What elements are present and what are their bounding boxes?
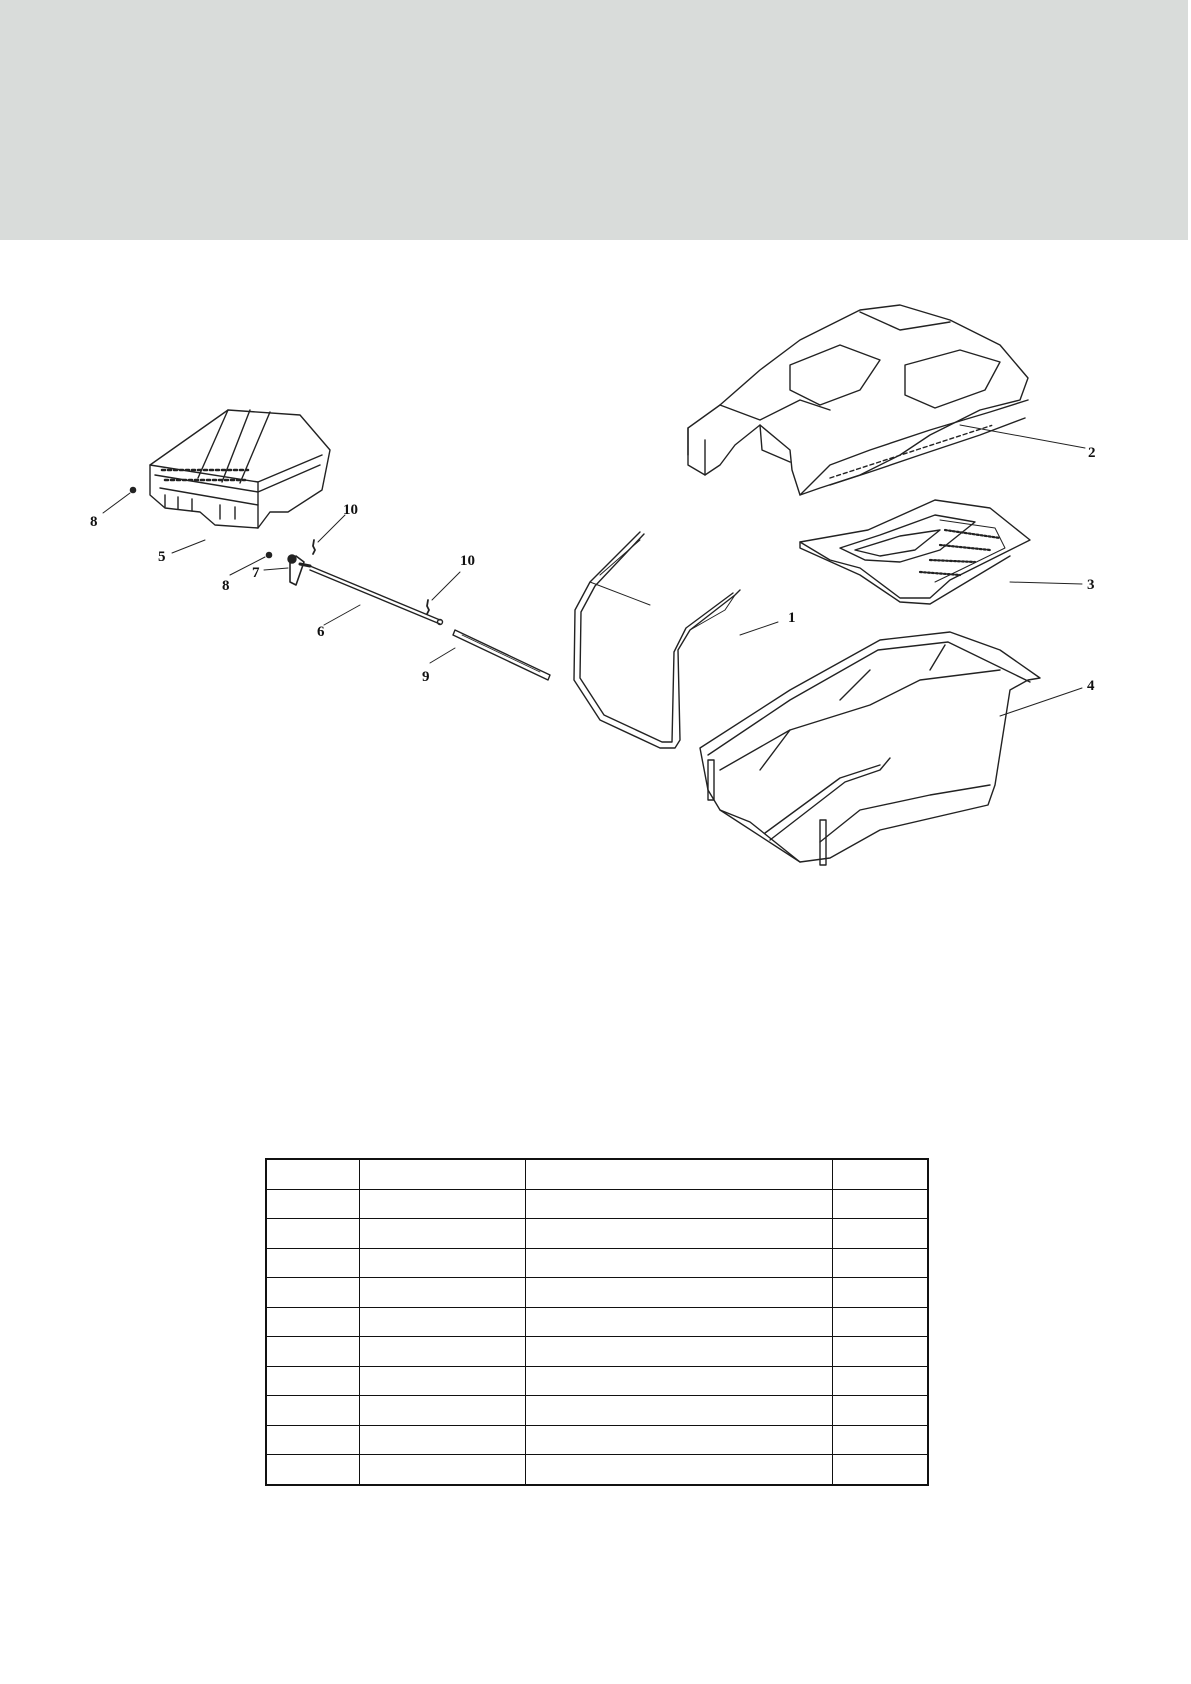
parts-list-table: [265, 1158, 929, 1486]
callout-10-upper: 10: [343, 502, 358, 518]
table-cell: [360, 1159, 526, 1189]
table-row: [266, 1425, 928, 1455]
table-cell: [360, 1307, 526, 1337]
table-row: [266, 1189, 928, 1219]
exploded-parts-diagram: [0, 250, 1191, 930]
table-cell: [526, 1307, 833, 1337]
leader-lines: [103, 425, 1085, 716]
table-cell: [266, 1455, 360, 1485]
table-row: [266, 1455, 928, 1485]
table-cell: [266, 1366, 360, 1396]
callout-6: 6: [317, 624, 325, 640]
part-3-bag-bottom: [800, 500, 1030, 604]
callout-10-lower: 10: [460, 553, 475, 569]
callout-3: 3: [1087, 577, 1095, 593]
table-cell: [526, 1248, 833, 1278]
table-cell: [526, 1159, 833, 1189]
callout-8-right: 8: [222, 578, 230, 594]
callout-4: 4: [1087, 678, 1095, 694]
table-row: [266, 1219, 928, 1249]
table-cell: [360, 1396, 526, 1426]
table-cell: [360, 1278, 526, 1308]
table-cell: [266, 1278, 360, 1308]
table-cell: [833, 1455, 929, 1485]
table-cell: [526, 1455, 833, 1485]
table-cell: [833, 1337, 929, 1367]
callout-9: 9: [422, 669, 430, 685]
table-cell: [266, 1307, 360, 1337]
table-row: [266, 1159, 928, 1189]
table-cell: [266, 1159, 360, 1189]
part-6-rod: [310, 566, 443, 625]
table-cell: [833, 1307, 929, 1337]
table-cell: [833, 1396, 929, 1426]
table-cell: [526, 1189, 833, 1219]
table-cell: [833, 1189, 929, 1219]
table-cell: [266, 1248, 360, 1278]
table-cell: [360, 1219, 526, 1249]
table-cell: [833, 1248, 929, 1278]
table-cell: [526, 1278, 833, 1308]
part-4-grass-box: [700, 632, 1040, 865]
table-row: [266, 1278, 928, 1308]
table-cell: [833, 1425, 929, 1455]
part-2-top-cover: [688, 305, 1028, 495]
table-cell: [360, 1248, 526, 1278]
part-10-springs: [313, 540, 429, 614]
table-cell: [526, 1425, 833, 1455]
part-9-strip: [453, 630, 550, 680]
table-row: [266, 1366, 928, 1396]
table-cell: [833, 1278, 929, 1308]
table-cell: [266, 1219, 360, 1249]
table-cell: [360, 1337, 526, 1367]
table-cell: [360, 1366, 526, 1396]
table-cell: [526, 1366, 833, 1396]
callout-7: 7: [252, 565, 260, 581]
table-row: [266, 1248, 928, 1278]
part-7-latch: [288, 555, 310, 585]
table-cell: [360, 1455, 526, 1485]
table-cell: [526, 1337, 833, 1367]
table-row: [266, 1396, 928, 1426]
table-cell: [360, 1189, 526, 1219]
table-cell: [833, 1366, 929, 1396]
part-8-screws: [130, 487, 271, 557]
table-cell: [266, 1396, 360, 1426]
part-5-cover: [150, 410, 330, 528]
table-row: [266, 1307, 928, 1337]
table-row: [266, 1337, 928, 1367]
table-cell: [266, 1425, 360, 1455]
callout-1: 1: [788, 610, 796, 626]
table-cell: [526, 1396, 833, 1426]
table-cell: [266, 1337, 360, 1367]
table-cell: [360, 1425, 526, 1455]
part-1-frame: [574, 532, 740, 748]
table-cell: [266, 1189, 360, 1219]
callout-5: 5: [158, 549, 166, 565]
table-cell: [833, 1159, 929, 1189]
table-cell: [526, 1219, 833, 1249]
table-cell: [833, 1219, 929, 1249]
header-band: [0, 0, 1191, 240]
callout-2: 2: [1088, 445, 1096, 461]
callout-8-left: 8: [90, 514, 98, 530]
